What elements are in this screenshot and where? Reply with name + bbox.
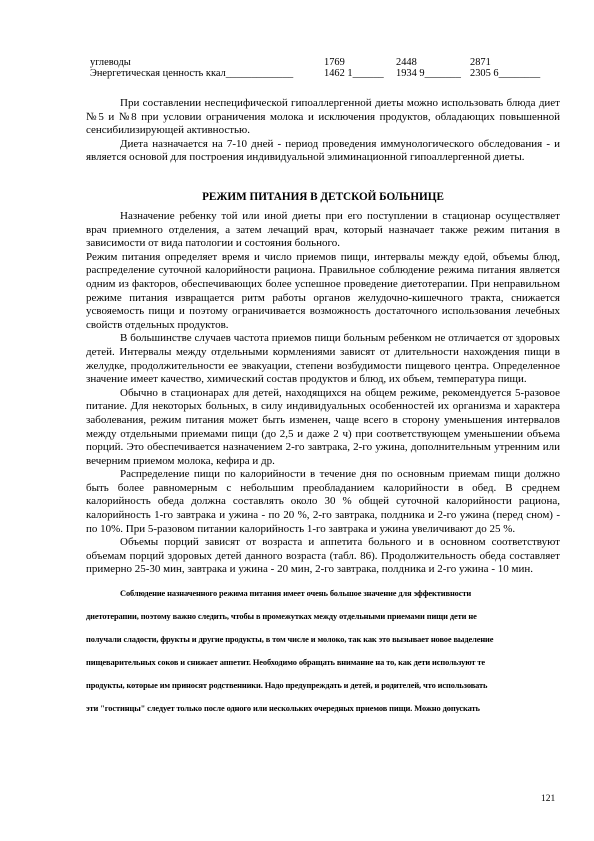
table-row [90,57,560,68]
paragraph: Обычно в стационарах для детей, находящихся на общем режиме, рекомендуется 5-разовое питание. Для некоторых больных, в силу индивидуальных особенностей их организма и характера заболевания, режим питания может быть изменен, чаще всего в сторону уменьшения интервалов между отдельными приемами пищи (до 2,5 и даже 2 ч) при соответствующем уменьшении объема порций. Это обеспечивается назначением 2-го завтрака, 2-го ужина, дополнительным утренним или вечерним приемом молока, кефира и др. [86,386,560,467]
table-cell-value: 2305 6________ [470,68,541,79]
paragraph: Назначение ребенку той или иной диеты при его поступлении в стационар осуществляет врач приемного отделения, а затем лечащий врач, который назначает также режим питания в зависимости от вида патологии и состояния больного. [86,210,560,250]
intro-paragraphs [86,97,560,165]
page-number: 121 [541,794,556,804]
section-heading: РЕЖИМ ПИТАНИЯ В ДЕТСКОЙ БОЛЬНИЦЕ [202,191,444,203]
bold-line: эти "гостинцы" следует только после одного или нескольких очередных приемов пищи. Можно допускать [86,704,480,713]
table-row [90,68,560,79]
table-cell-label: Энергетическая ценность ккал_____________ [90,68,294,79]
paragraph: В большинстве случаев частота приемов пищи больным ребенком не отличается от здоровых детей. Интервалы между отдельными кормлениями зависят от длительности нахождения пищи в желудке, продолжительности ее эвакуации, степени возбудимости пищевого центра. Определенное значение имеет качество, химический состав продуктов и блюд, их объем, температура пищи. [86,332,560,386]
bold-line: Соблюдение назначенного режима питания имеет очень большое значение для эффективности [120,589,472,598]
bold-line: продукты, которые им приносят родственники. Надо предупреждать и детей, и родителей, что использовать [86,681,488,690]
bold-line: получали сладости, фрукты и другие продукты, в том числе и молоко, так как это вызывает новое выделение [86,635,494,644]
table-cell-value: 1934 9_______ [396,68,461,79]
paragraph: Режим питания определяет время и число приемов пищи, интервалы между едой, объемы блюд, распределение суточной калорийности рациона. Правильное соблюдение режима питания является одним из факторов, обеспечивающих более успешное проведение диетотерапии. При неправильном режиме питания извращается ритм работы органов желудочно-кишечного тракта, снижается усвояемость пищи и поэтому ограничивается возможность достаточного использования лечебных свойств отдельных продуктов. [86,250,560,331]
bold-line: диетотерапии, поэтому важно следить, чтобы в промежутках между отдельными приемами пищи дети не [86,612,477,621]
nutrition-table [90,57,560,79]
paragraph: Диета назначается на 7-10 дней - период проведения иммунологического обследования - и является основой для построения индивидуальной элиминационной гипоаллергенной диеты. [86,137,560,164]
paragraph: При составлении неспецифической гипоаллергенной диеты можно использовать блюда диет №5 и №8 при условии ограничения молока и исключения продуктов, обладающих повышенной сенсибилизирующей активностью. [86,97,560,137]
table-cell-label: углеводы [90,57,131,68]
table-cell-value: 2448 [396,57,417,68]
paragraph: Объемы порций зависят от возраста и аппетита больного и в основном соответствуют объемам порций здоровых детей данного возраста (табл. 86). Продолжительность обеда составляет примерно 25-30 мин, завтрака и ужина - 20 мин, 2-го завтрака, полдника и 2-го ужина - 10 мин. [86,536,560,576]
table-cell-value: 1769 [324,57,345,68]
table-cell-value: 2871 [470,57,491,68]
bold-line: пищеварительных соков и снижает аппетит. Необходимо обращать внимание на то, как дети используют те [86,658,486,667]
paragraph: Распределение пищи по калорийности в течение дня по основным приемам пищи должно быть более равномерным с небольшим преобладанием калорийности в обед. В среднем калорийность обеда должна составлять около 30 % общей суточной калорийности рациона, калорийность 1-го завтрака и ужина - по 20 %, 2-го завтрака, полдника и 2-го ужина (перед сном) - по 10%. При 5-разовом питании калорийность 1-го завтрака и ужина увеличивают до 25 %. [86,468,560,535]
table-cell-value: 1462 1______ [324,68,384,79]
main-paragraphs [86,210,560,577]
